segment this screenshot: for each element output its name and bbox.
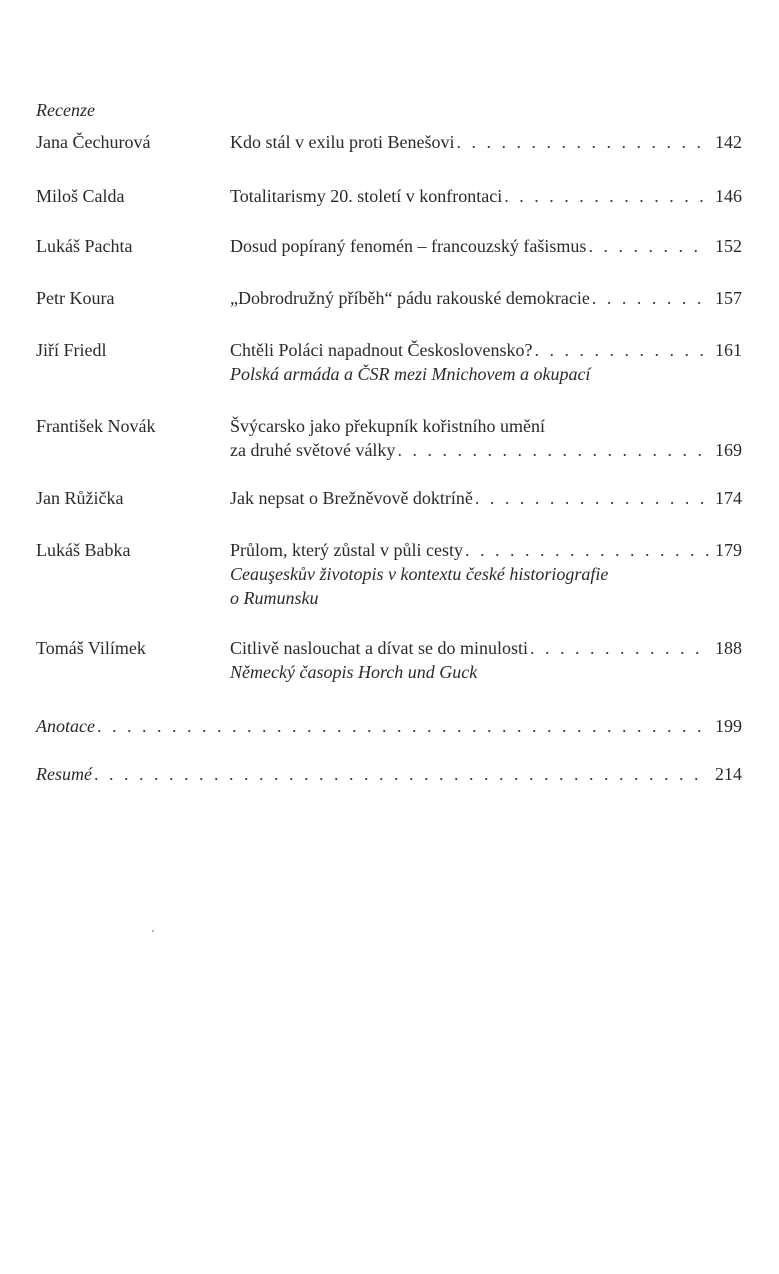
entry-title: Citlivě naslouchat a dívat se do minulosti bbox=[230, 638, 528, 658]
entry-author: Jiří Friedl bbox=[36, 340, 107, 360]
entry-title: Totalitarismy 20. století v konfrontaci bbox=[230, 186, 503, 206]
entry-title: Anotace bbox=[36, 716, 95, 736]
entry-title-line bbox=[230, 338, 742, 362]
entry-title: Chtěli Poláci napadnout Československo? bbox=[230, 340, 533, 360]
entry-title-line bbox=[230, 538, 742, 562]
entry-content bbox=[230, 130, 742, 154]
entry-title-line bbox=[230, 414, 742, 438]
entry-author: Tomáš Vilímek bbox=[36, 638, 146, 658]
entry-title-line bbox=[230, 286, 742, 310]
dot-leader bbox=[534, 338, 709, 362]
entry-title-line bbox=[36, 762, 742, 786]
page-number: 188 bbox=[715, 638, 742, 658]
dot-leader bbox=[592, 286, 709, 310]
entry-subtitle: Německý časopis Horch und Guck bbox=[230, 662, 478, 682]
dot-leader bbox=[588, 234, 709, 258]
section-title: Recenze bbox=[36, 100, 95, 120]
entry-title: Kdo stál v exilu proti Benešovi bbox=[230, 132, 455, 152]
entry-content bbox=[230, 234, 742, 258]
dot-leader bbox=[456, 130, 709, 154]
entry-author: Miloš Calda bbox=[36, 186, 125, 206]
entry-content bbox=[230, 486, 742, 510]
entry-title: Dosud popíraný fenomén – francouzský fašismus bbox=[230, 236, 587, 256]
entry-title-line bbox=[230, 130, 742, 154]
entry-subtitle: o Rumunsku bbox=[230, 588, 319, 608]
entry-author: František Novák bbox=[36, 416, 156, 436]
dot-leader bbox=[397, 438, 709, 462]
page-number: 161 bbox=[715, 340, 742, 360]
entry-author: Jan Růžička bbox=[36, 488, 124, 508]
entry-subtitle: Ceauşeskův životopis v kontextu české historiografie bbox=[230, 564, 609, 584]
entry-title: Švýcarsko jako překupník kořistního umění bbox=[230, 416, 545, 436]
page-number: 146 bbox=[715, 186, 742, 206]
entry-content bbox=[230, 636, 742, 684]
dot-leader bbox=[475, 486, 709, 510]
entry-author: Lukáš Pachta bbox=[36, 236, 133, 256]
entry-subtitle: Polská armáda a ČSR mezi Mnichovem a okupací bbox=[230, 364, 591, 384]
page-number: 142 bbox=[715, 132, 742, 152]
entry-title: Resumé bbox=[36, 764, 92, 784]
toc-entry-annotations bbox=[36, 714, 742, 738]
entry-title-line bbox=[36, 714, 742, 738]
dot-leader bbox=[530, 636, 709, 660]
entry-content bbox=[230, 414, 742, 462]
dot-leader bbox=[465, 538, 709, 562]
page-number: 157 bbox=[715, 288, 742, 308]
page-number: 214 bbox=[715, 764, 742, 784]
page-number: 179 bbox=[715, 540, 742, 560]
entry-title: Jak nepsat o Brežněvově doktríně bbox=[230, 488, 473, 508]
entry-title-line bbox=[230, 486, 742, 510]
dot-leader bbox=[94, 762, 709, 786]
dot-leader bbox=[97, 714, 709, 738]
entry-title: „Dobrodružný příběh“ pádu rakouské demokracie bbox=[230, 288, 590, 308]
entry-title-line bbox=[230, 438, 742, 462]
page-number: 152 bbox=[715, 236, 742, 256]
entry-author: Lukáš Babka bbox=[36, 540, 131, 560]
entry-author: Petr Koura bbox=[36, 288, 115, 308]
entry-title: Průlom, který zůstal v půli cesty bbox=[230, 540, 463, 560]
entry-title-line bbox=[230, 184, 742, 208]
toc-entry-resume bbox=[36, 762, 742, 786]
entry-title-line bbox=[230, 636, 742, 660]
entry-title-line bbox=[230, 234, 742, 258]
page-number: 199 bbox=[715, 716, 742, 736]
entry-content bbox=[230, 338, 742, 386]
entry-content bbox=[230, 286, 742, 310]
entry-content bbox=[230, 184, 742, 208]
entry-author: Jana Čechurová bbox=[36, 132, 151, 152]
entry-title: za druhé světové války bbox=[230, 440, 396, 460]
paper-speck bbox=[152, 930, 154, 932]
page-number: 169 bbox=[715, 440, 742, 460]
dot-leader bbox=[504, 184, 709, 208]
page-number: 174 bbox=[715, 488, 742, 508]
entry-content bbox=[230, 538, 742, 610]
